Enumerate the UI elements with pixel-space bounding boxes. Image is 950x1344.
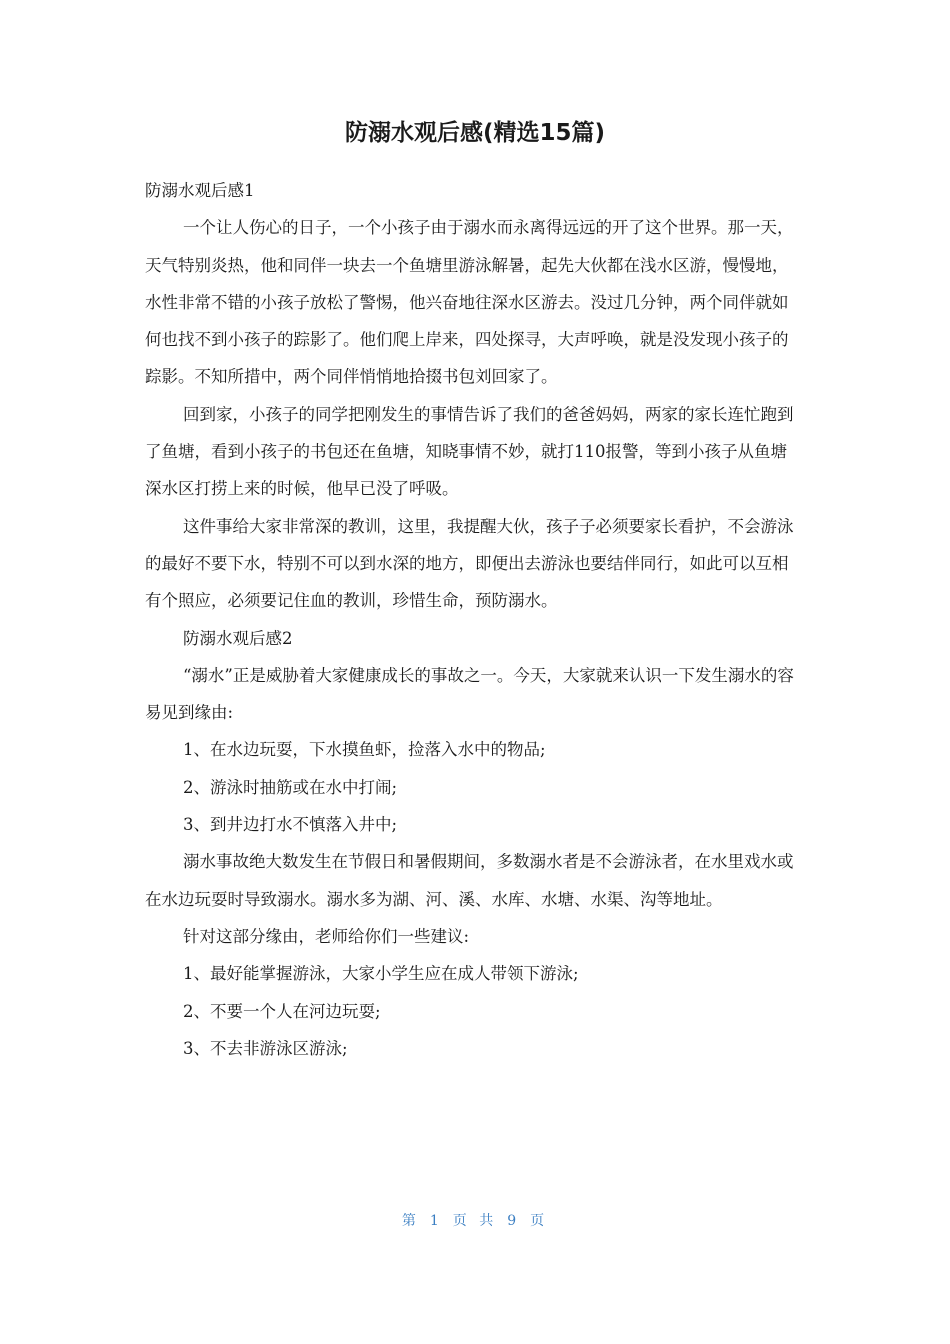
- paragraph: “溺水”正是威胁着大家健康成长的事故之一。今天，大家就来认识一下发生溺水的容易见到缘由:: [145, 665, 794, 723]
- footer-prefix: 第: [401, 1213, 420, 1229]
- document-body: [145, 172, 800, 1067]
- footer-total-pages: 9: [507, 1213, 521, 1229]
- paragraph: 防溺水观后感2: [183, 628, 293, 648]
- footer-suffix: 页: [530, 1213, 549, 1229]
- paragraph: 1、最好能掌握游泳，大家小学生应在成人带领下游泳;: [183, 964, 579, 984]
- paragraph: 1、在水边玩耍，下水摸鱼虾，捡落入水中的物品;: [183, 740, 546, 760]
- paragraph: 3、不去非游泳区游泳;: [183, 1038, 348, 1058]
- paragraph: 溺水事故绝大数发生在节假日和暑假期间，多数溺水者是不会游泳者，在水里戏水或在水边玩耍时导致溺水。溺水多为湖、河、溪、水库、水塘、水渠、沟等地址。: [145, 852, 794, 909]
- paragraph: 针对这部分缘由，老师给你们一些建议:: [183, 926, 470, 946]
- page-footer: [0, 1210, 950, 1230]
- footer-page-number: 1: [429, 1213, 443, 1229]
- paragraph: 这件事给大家非常深的教训，这里，我提醒大伙，孩子子必须要家长看护，不会游泳的最好不要下水，特别不可以到水深的地方，即便出去游泳也要结伴同行，如此可以互相有个照应，必须要记住血的教训，珍惜生命，预防溺水。: [145, 516, 794, 611]
- document-title: 防溺水观后感(精选15篇): [344, 120, 606, 146]
- paragraph: 3、到井边打水不慎落入井中;: [183, 815, 398, 835]
- paragraph: 一个让人伤心的日子，一个小孩子由于溺水而永离得远远的开了这个世界。那一天，天气特别炎热，他和同伴一块去一个鱼塘里游泳解暑，起先大伙都在浅水区游，慢慢地，水性非常不错的小孩子放松了警惕，他兴奋地往深水区游去。没过几分钟，两个同伴就如何也找不到小孩子的踪影了。他们爬上岸来，四处探寻，大声呼唤，就是没发现小孩子的踪影。不知所措中，两个同伴悄悄地拾掇书包刘回家了。: [145, 218, 794, 387]
- paragraph: 2、游泳时抽筋或在水中打闹;: [183, 777, 398, 797]
- paragraph: 2、不要一个人在河边玩耍;: [183, 1001, 381, 1021]
- footer-middle: 页 共: [452, 1213, 498, 1229]
- paragraph: 防溺水观后感1: [145, 181, 255, 200]
- paragraph: 回到家，小孩子的同学把刚发生的事情告诉了我们的爸爸妈妈，两家的家长连忙跑到了鱼塘，看到小孩子的书包还在鱼塘，知晓事情不妙，就打110报警，等到小孩子从鱼塘深水区打捞上来的时候，他早已没了呼吸。: [145, 404, 794, 499]
